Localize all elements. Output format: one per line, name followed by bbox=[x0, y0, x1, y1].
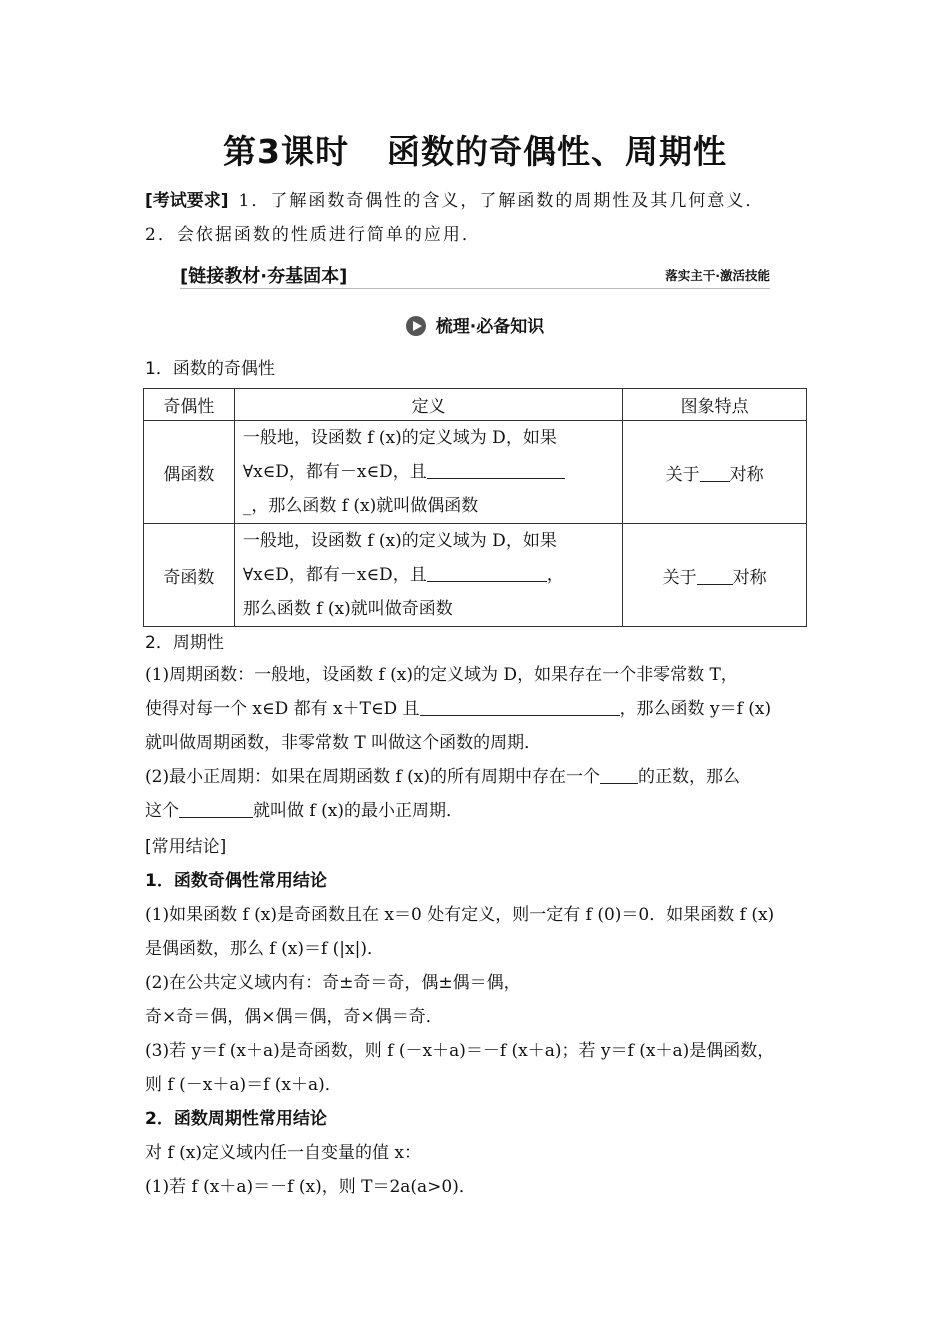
requirement-1: 1．了解函数奇偶性的含义，了解函数的周期性及其几何意义． bbox=[238, 191, 765, 211]
row-feature bbox=[623, 524, 807, 627]
feature-post: 对称 bbox=[732, 567, 767, 588]
text-line bbox=[145, 692, 810, 726]
conclusions-heading-period: 2．函数周期性常用结论 bbox=[145, 1109, 327, 1129]
text-span: (2)最小正周期：如果在周期函数 f (x)的所有周期中存在一个 bbox=[145, 767, 601, 787]
row-feature bbox=[623, 421, 807, 524]
definition-line bbox=[243, 558, 614, 592]
table-header-row bbox=[144, 389, 807, 421]
text-line: 则 f (－x＋a)＝f (x＋a)． bbox=[145, 1075, 342, 1095]
fill-blank bbox=[420, 697, 620, 716]
table-header: 奇偶性 bbox=[144, 389, 235, 421]
feature-pre: 关于 bbox=[665, 464, 700, 485]
text-line: 奇×奇＝偶，偶×偶＝偶，奇×偶＝奇． bbox=[145, 1007, 443, 1027]
fill-blank bbox=[700, 463, 730, 482]
fill-blank bbox=[697, 566, 733, 585]
requirements-tag: [考试要求] bbox=[145, 191, 229, 211]
fill-blank bbox=[427, 460, 565, 479]
title-lesson: 第3课时 bbox=[223, 132, 349, 171]
row-name: 偶函数 bbox=[144, 421, 235, 524]
periodicity-paragraph bbox=[145, 658, 810, 828]
text-span: 就叫做 f (x)的最小正周期． bbox=[253, 801, 463, 821]
exam-requirements bbox=[145, 186, 815, 216]
text-span: 使得对每一个 x∈D 都有 x＋T∈D 且 bbox=[145, 699, 420, 719]
sub-heading bbox=[0, 312, 950, 337]
fill-blank bbox=[179, 799, 253, 818]
section-periodicity-heading: 2．周期性 bbox=[145, 633, 224, 653]
table-header: 定义 bbox=[234, 389, 622, 421]
definition-line bbox=[243, 455, 614, 489]
feature-post: 对称 bbox=[729, 464, 764, 485]
text-line: (1)周期函数：一般地，设函数 f (x)的定义域为 D，如果存在一个非零常数 T， bbox=[145, 665, 738, 685]
title-topic: 函数的奇偶性、周期性 bbox=[386, 132, 727, 171]
definition-text: ∀x∈D，都有－x∈D，且 bbox=[242, 565, 427, 585]
banner-title: [链接教材·夯基固本] bbox=[180, 266, 348, 287]
text-span: 这个 bbox=[145, 801, 179, 821]
fill-blank bbox=[427, 563, 547, 582]
conclusions-heading-parity: 1．函数奇偶性常用结论 bbox=[145, 871, 327, 891]
parity-table bbox=[143, 388, 807, 627]
text-line: (1)若 f (x＋a)＝－f (x)，则 T＝2a(a>0)． bbox=[145, 1177, 476, 1197]
text-span: ，那么函数 y＝f (x) bbox=[619, 699, 772, 719]
definition-text: ∀x∈D，都有－x∈D，且 bbox=[242, 462, 427, 482]
text-line bbox=[145, 794, 810, 828]
row-definition bbox=[234, 421, 622, 524]
definition-line: 一般地，设函数 f (x)的定义域为 D，如果 bbox=[242, 428, 557, 448]
definition-line: _，那么函数 f (x)就叫做偶函数 bbox=[242, 496, 479, 516]
text-line: 就叫做周期函数，非零常数 T 叫做这个函数的周期． bbox=[145, 733, 542, 753]
conclusions-block bbox=[145, 830, 810, 1204]
text-span: 的正数，那么 bbox=[638, 767, 741, 787]
text-line: (3)若 y＝f (x＋a)是奇函数，则 f (－x＋a)＝－f (x＋a)；若 y＝f (x＋a)是偶函数， bbox=[145, 1041, 775, 1061]
table-header: 图象特点 bbox=[623, 389, 807, 421]
play-icon bbox=[406, 316, 426, 336]
feature-pre: 关于 bbox=[662, 567, 697, 588]
section-parity-heading: 1．函数的奇偶性 bbox=[145, 359, 275, 379]
requirement-2: 2．会依据函数的性质进行简单的应用． bbox=[145, 225, 481, 245]
definition-line: 一般地，设函数 f (x)的定义域为 D，如果 bbox=[242, 531, 557, 551]
text-line bbox=[145, 760, 810, 794]
definition-text: ， bbox=[546, 565, 564, 585]
table-row bbox=[144, 421, 807, 524]
row-definition bbox=[234, 524, 622, 627]
section-banner bbox=[180, 262, 770, 289]
text-line: (1)如果函数 f (x)是奇函数且在 x＝0 处有定义，则一定有 f (0)＝0．如果函数 f (x) bbox=[145, 905, 775, 925]
fill-blank bbox=[600, 765, 638, 784]
sub-heading-text: 梳理·必备知识 bbox=[435, 317, 545, 337]
text-line: 是偶函数，那么 f (x)＝f (|x|)． bbox=[145, 939, 384, 959]
definition-line: 那么函数 f (x)就叫做奇函数 bbox=[242, 599, 453, 619]
page-title bbox=[0, 126, 950, 173]
row-name: 奇函数 bbox=[144, 524, 235, 627]
conclusions-tag: [常用结论] bbox=[145, 837, 227, 857]
table-row bbox=[144, 524, 807, 627]
text-line: (2)在公共定义域内有：奇±奇＝奇，偶±偶＝偶， bbox=[145, 973, 521, 993]
text-line: 对 f (x)定义域内任一自变量的值 x： bbox=[145, 1143, 421, 1163]
banner-subtitle: 落实主干·激活技能 bbox=[665, 268, 770, 283]
